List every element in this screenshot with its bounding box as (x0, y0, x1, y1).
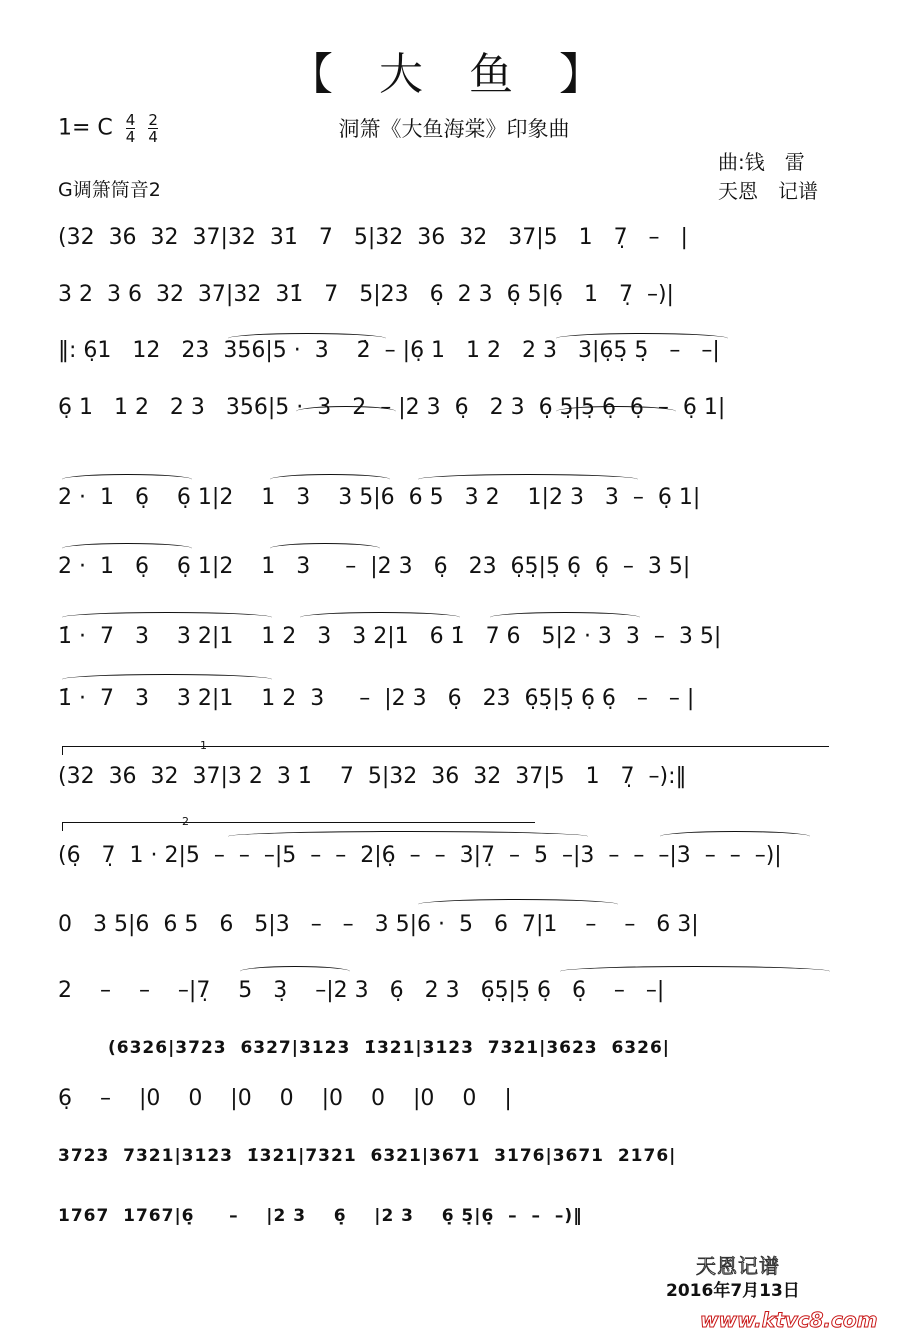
score-line-14: 6̣ – |0 0 |0 0 |0 0 |0 0 | (58, 1086, 512, 1111)
fingering-note: G调箫筒音2 (58, 179, 161, 201)
score-line-15: 3723 7321|3123 1̇321|7321 6321|3671 3176|3671 2176| (58, 1146, 677, 1166)
score-line-5: 2 · 1 6̣ 6̣ 1|2 1 3 3 5|6 6 5 3 2 1|2 3 3 – 6̣ 1| (58, 485, 701, 510)
score-line-7: 1̇ · 7 3 3 2|1 1 2 3 3 2|1 6 1̇ 7 6 5|2 · 3 3 – 3 5| (58, 624, 722, 649)
page-subtitle: 洞箫《大鱼海棠》印象曲 (338, 117, 570, 141)
slur-arc (296, 406, 396, 417)
slur-arc (556, 406, 676, 417)
score-line-11: 0 3 5|6 6 5 6 5|3 – – 3 5|6 · 5 6 7|1 – – 6 3| (58, 912, 699, 937)
ending-bracket-2 (62, 822, 535, 831)
transcriber-credit: 天恩 记谱 (718, 179, 818, 203)
site-watermark: www.ktvc8.com (700, 1308, 878, 1332)
score-line-10: (6̣ 7̣ 1 · 2|5 – – –|5 – – 2|6̣ – – 3|7̣ – 5 –|3 – – –|3 – – –)| (58, 843, 782, 868)
slur-arc (62, 612, 272, 623)
transcription-date: 2016年7月13日 (666, 1281, 800, 1301)
score-line-9: (32 36 32 37|3 2 3 1̇ 7 5|32 36 32 37|5 1 7̣ –):‖ (58, 764, 687, 789)
score-line-8: 1̇ · 7 3 3 2|1 1 2 3 – |2 3 6̣ 23 6̣5̣|5̣ 6̣ 6̣ – – | (58, 686, 695, 711)
score-line-13: (6326|3723 6327|3123 1̇321|3123 7321|3623 6326| (108, 1038, 670, 1058)
signature-stamp: 天恩记谱 (696, 1254, 780, 1278)
slur-arc (240, 966, 350, 977)
time-signature-1 (126, 112, 136, 145)
score-line-16: 1767 1767|6̣ – |2 3 6̣ |2 3 6̣ 5̣|6̣ – – –)‖ (58, 1206, 583, 1226)
slur-arc (62, 474, 192, 485)
meter2-denominator: 4 (148, 128, 158, 146)
score-line-1: (32 36 32 37|32 31̇ 7 5|32 36 32 37|5 1 7̣ – | (58, 225, 688, 250)
meter2-numerator: 2 (148, 111, 158, 129)
composer-credit: 曲:钱 雷 (718, 150, 805, 174)
time-signature-2 (148, 112, 158, 145)
score-line-6: 2 · 1 6̣ 6̣ 1|2 1 3 – |2 3 6̣ 23 6̣5̣|5̣ 6̣ 6̣ – 3 5| (58, 554, 691, 579)
meter1-numerator: 4 (125, 111, 136, 129)
slur-arc (418, 474, 638, 485)
slur-arc (490, 612, 640, 623)
ending-label-2: 2 (182, 815, 189, 828)
slur-arc (660, 831, 810, 842)
slur-arc (62, 543, 192, 554)
score-line-3: ‖: 6̣1 12 23 356|5 · 3 2̇ – |6̣ 1 1 2 2 3 3|6̣5̣ 5̣ – –| (58, 338, 720, 363)
slur-arc (556, 333, 728, 344)
slur-arc (62, 674, 272, 685)
score-line-2: 3 2 3 6 32 37|32 31̇ 7 5|23 6̣ 2 3 6̣ 5|6̣ 1 7̣ –)| (58, 282, 674, 307)
slur-arc (300, 612, 460, 623)
key-signature (58, 112, 158, 145)
slur-arc (228, 831, 588, 842)
ending-bracket-1 (62, 746, 829, 755)
score-line-4: 6̣ 1 1 2 2 3 356|5 · 3 2 – |2 3 6̣ 2 3 6̣ 5̣|5̣ 6̣ 6̣ – 6̣ 1| (58, 395, 726, 420)
score-line-12: 2 – – –|7̣ 5 3̣ –|2 3 6̣ 2 3 6̣5̣|5̣ 6̣ 6̣ – –| (58, 978, 665, 1003)
slur-arc (418, 899, 618, 910)
ending-label-1: 1 (200, 739, 207, 752)
key-label: 1= C (58, 115, 113, 141)
slur-arc (270, 474, 390, 485)
slur-arc (560, 966, 830, 977)
slur-arc (270, 543, 380, 554)
slur-arc (228, 333, 386, 344)
page-title: 【 大 鱼 】 (289, 49, 619, 100)
meter1-denominator: 4 (125, 128, 136, 146)
